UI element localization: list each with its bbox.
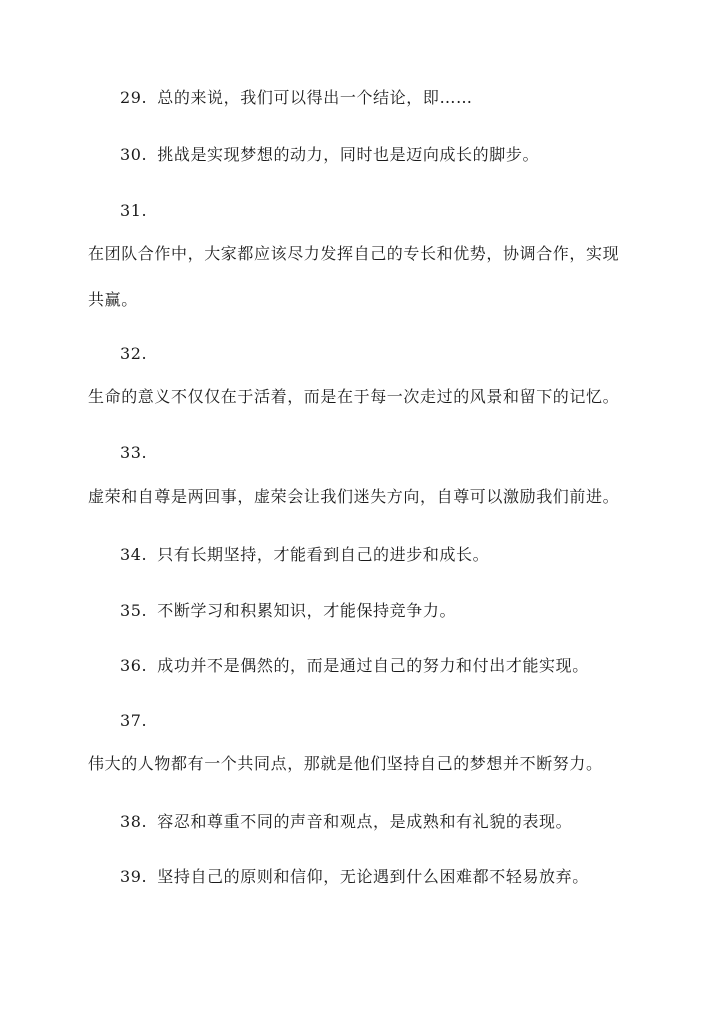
item-text: 生命的意义不仅仅在于活着，而是在于每一次走过的风景和留下的记忆。 <box>88 387 620 406</box>
item-number: 29. <box>120 88 148 107</box>
item-text: 总的来说，我们可以得出一个结论，即…… <box>157 88 473 107</box>
list-item <box>120 201 157 221</box>
item-number: 39. <box>120 867 148 886</box>
item-number: 30. <box>120 145 148 164</box>
item-number: 35. <box>120 601 148 620</box>
list-item <box>120 812 572 832</box>
list-item <box>120 145 539 165</box>
item-text: 成功并不是偶然的，而是通过自己的努力和付出才能实现。 <box>157 656 589 675</box>
list-item <box>120 344 157 364</box>
list-item <box>120 656 589 676</box>
item-number: 32. <box>120 344 148 363</box>
item-text: 在团队合作中，大家都应该尽力发挥自己的专长和优势，协调合作，实现 <box>88 244 620 263</box>
item-text: 虚荣和自尊是两回事，虚荣会让我们迷失方向，自尊可以激励我们前进。 <box>88 487 620 506</box>
list-item <box>120 443 157 463</box>
paragraph-line <box>88 754 603 774</box>
list-item <box>120 545 489 565</box>
item-text: 坚持自己的原则和信仰，无论遇到什么困难都不轻易放弃。 <box>157 867 589 886</box>
item-text: 挑战是实现梦想的动力，同时也是迈向成长的脚步。 <box>157 145 540 164</box>
item-number: 37. <box>120 711 148 730</box>
paragraph-line <box>88 487 619 507</box>
item-text: 容忍和尊重不同的声音和观点，是成熟和有礼貌的表现。 <box>157 812 573 831</box>
item-number: 31. <box>120 201 148 220</box>
item-number: 34. <box>120 545 148 564</box>
list-item <box>120 601 456 621</box>
item-text: 伟大的人物都有一个共同点，那就是他们坚持自己的梦想并不断努力。 <box>88 754 603 773</box>
list-item <box>120 711 157 731</box>
item-text: 共赢。 <box>88 290 138 309</box>
paragraph-line <box>88 290 138 310</box>
item-text: 只有长期坚持，才能看到自己的进步和成长。 <box>157 545 490 564</box>
paragraph-line <box>88 244 619 264</box>
item-number: 38. <box>120 812 148 831</box>
item-number: 33. <box>120 443 148 462</box>
list-item <box>120 867 589 887</box>
list-item <box>120 88 473 108</box>
item-number: 36. <box>120 656 148 675</box>
paragraph-line <box>88 387 619 407</box>
item-text: 不断学习和积累知识，才能保持竞争力。 <box>157 601 457 620</box>
